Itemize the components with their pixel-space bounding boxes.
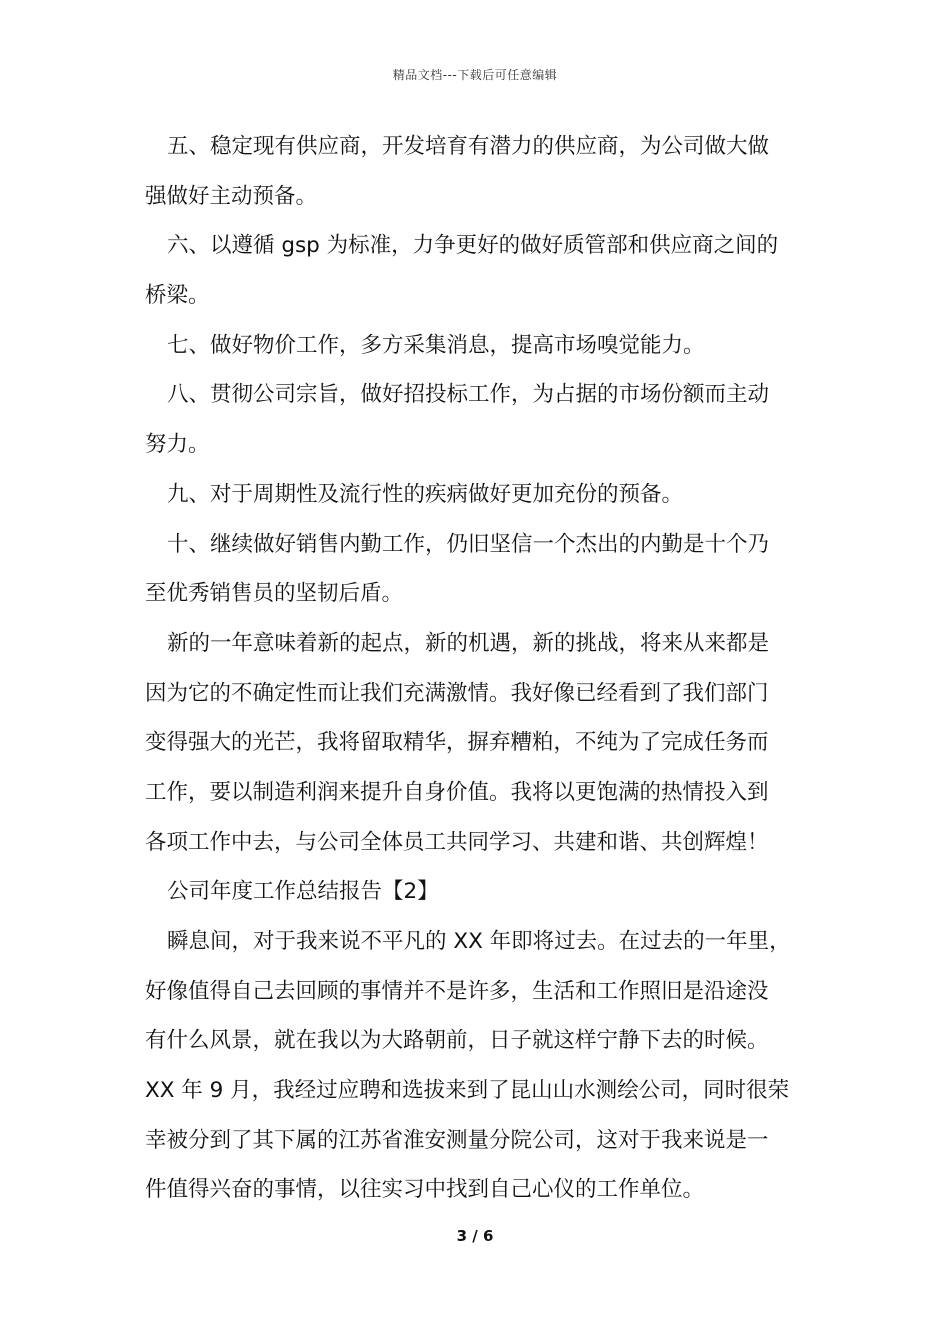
page-number: 3 / 6 [456,1227,494,1245]
paragraph-line: 七、做好物价工作，多方采集消息，提高市场嗅觉能力。 [167,332,705,358]
document-body [145,129,810,1222]
paragraph-line: 瞬息间，对于我来说不平凡的 XX 年即将过去。在过去的一年里， [167,929,791,954]
paragraph-line: 八、贯彻公司宗旨，做好招投标工作，为占据的市场份额而主动 [167,382,770,408]
paragraph-line: 努力。 [145,432,210,458]
paragraph-line: XX 年 9 月，我经过应聘和选拔来到了昆山山水测绘公司，同时很荣 [145,1078,790,1104]
paragraph-line: 因为它的不确定性而让我们充满激情。我好像已经看到了我们部门 [145,680,769,706]
page-header: 精品文档---下载后可任意编辑 [392,68,558,82]
paragraph-line: 强做好主动预备。 [145,183,318,209]
paragraph-line: 工作，要以制造利润来提升自身价值。我将以更饱满的热情投入到 [145,779,769,805]
paragraph-line: 至优秀销售员的坚韧后盾。 [145,581,404,607]
paragraph-line: 新的一年意味着新的起点，新的机遇，新的挑战，将来从来都是 [167,630,770,656]
paragraph-line: 各项工作中去，与公司全体员工共同学习、共建和谐、共创辉煌！ [145,829,769,855]
paragraph-line: 件值得兴奋的事情，以往实习中找到自己心仪的工作单位。 [145,1177,705,1203]
paragraph-line: 变得强大的光芒，我将留取精华，摒弃糟粕，不纯为了完成任务而 [145,730,769,756]
paragraph-line: 好像值得自己去回顾的事情并不是许多，生活和工作照旧是沿途没 [145,978,769,1004]
paragraph-line: 六、以遵循 gsp 为标准，力争更好的做好质管部和供应商之间的 [167,233,779,259]
paragraph-line: 五、稳定现有供应商，开发培育有潜力的供应商，为公司做大做 [167,134,770,159]
paragraph-line: 十、继续做好销售内勤工作，仍旧坚信一个杰出的内勤是十个乃 [167,531,770,557]
paragraph-line: 桥梁。 [145,283,210,309]
paragraph-line: 幸被分到了其下属的江苏省淮安测量分院公司，这对于我来说是一 [145,1127,769,1153]
paragraph-line: 有什么风景，就在我以为大路朝前，日子就这样宁静下去的时候。 [145,1028,769,1054]
section-heading: 公司年度工作总结报告【2】 [167,879,439,905]
paragraph-line: 九、对于周期性及流行性的疾病做好更加充份的预备。 [167,481,684,507]
